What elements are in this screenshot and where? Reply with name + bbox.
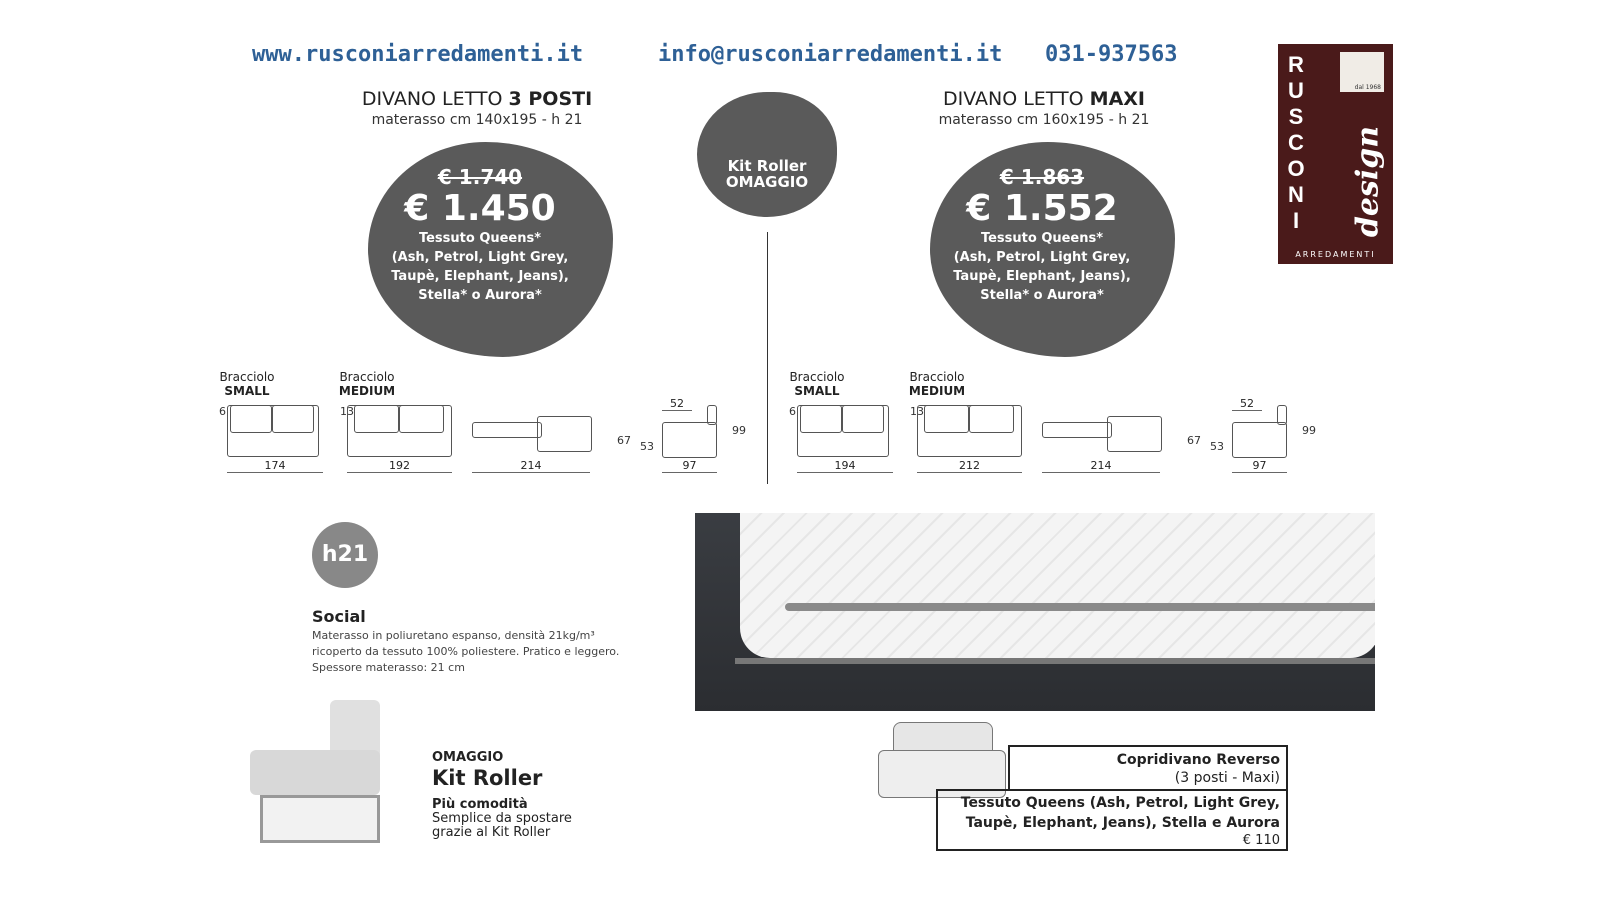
logo bbox=[1278, 44, 1393, 264]
email-link[interactable]: info@rusconiarredamenti.it bbox=[658, 42, 1003, 67]
logo-script: design bbox=[1350, 125, 1386, 238]
social-desc: Materasso in poliuretano espanso, densità 21kg/m³ ricoperto da tessuto 100% poliestere. Pratico e leggero. Spessore materasso: 21 cm bbox=[312, 629, 620, 674]
kit-roller-image bbox=[250, 700, 410, 850]
mattress-size: materasso cm 140x195 - h 21 bbox=[371, 112, 583, 128]
logo-emblem: dal 1968 bbox=[1340, 52, 1384, 92]
price-box: € 1.863 € 1.552 Tessuto Queens* (Ash, Petrol, Light Grey, Taupè, Elephant, Jeans), Stella* o Aurora* bbox=[953, 165, 1131, 303]
logo-sub: ARREDAMENTI bbox=[1295, 250, 1376, 259]
kit-desc: Più comodità Semplice da spostare grazie al Kit Roller bbox=[432, 797, 572, 840]
armrest-small-label: Bracciolo SMALL bbox=[219, 370, 275, 398]
h21-icon: h21 bbox=[312, 522, 378, 588]
kit-title: Kit Roller bbox=[432, 766, 543, 790]
website-link[interactable]: www.rusconiarredamenti.it bbox=[252, 42, 584, 67]
mattress-size: materasso cm 160x195 - h 21 bbox=[938, 112, 1150, 128]
cover-title-box: Copridivano Reverso (3 posti - Maxi) bbox=[1008, 745, 1288, 789]
divider bbox=[767, 232, 768, 484]
armrest-small-label: Bracciolo SMALL bbox=[789, 370, 845, 398]
phone-number: 031-937563 bbox=[1045, 42, 1178, 67]
kit-roller-badge: Kit Roller OMAGGIO bbox=[697, 92, 837, 217]
logo-brand: RUSCONI bbox=[1287, 52, 1305, 233]
cover-fabric-box: Tessuto Queens (Ash, Petrol, Light Grey, Taupè, Elephant, Jeans), Stella e Aurora € 110 bbox=[936, 789, 1288, 851]
armrest-medium-label: Bracciolo MEDIUM bbox=[338, 370, 396, 398]
product-title: DIVANO LETTO MAXI bbox=[942, 88, 1146, 110]
social-title: Social bbox=[312, 607, 366, 626]
product-title: DIVANO LETTO 3 POSTI bbox=[361, 88, 593, 110]
mattress-photo bbox=[695, 513, 1375, 711]
price-box: € 1.740 € 1.450 Tessuto Queens* (Ash, Petrol, Light Grey, Taupè, Elephant, Jeans), Stella* o Aurora* bbox=[391, 165, 569, 303]
kit-small: OMAGGIO bbox=[432, 750, 504, 765]
armrest-medium-label: Bracciolo MEDIUM bbox=[908, 370, 966, 398]
